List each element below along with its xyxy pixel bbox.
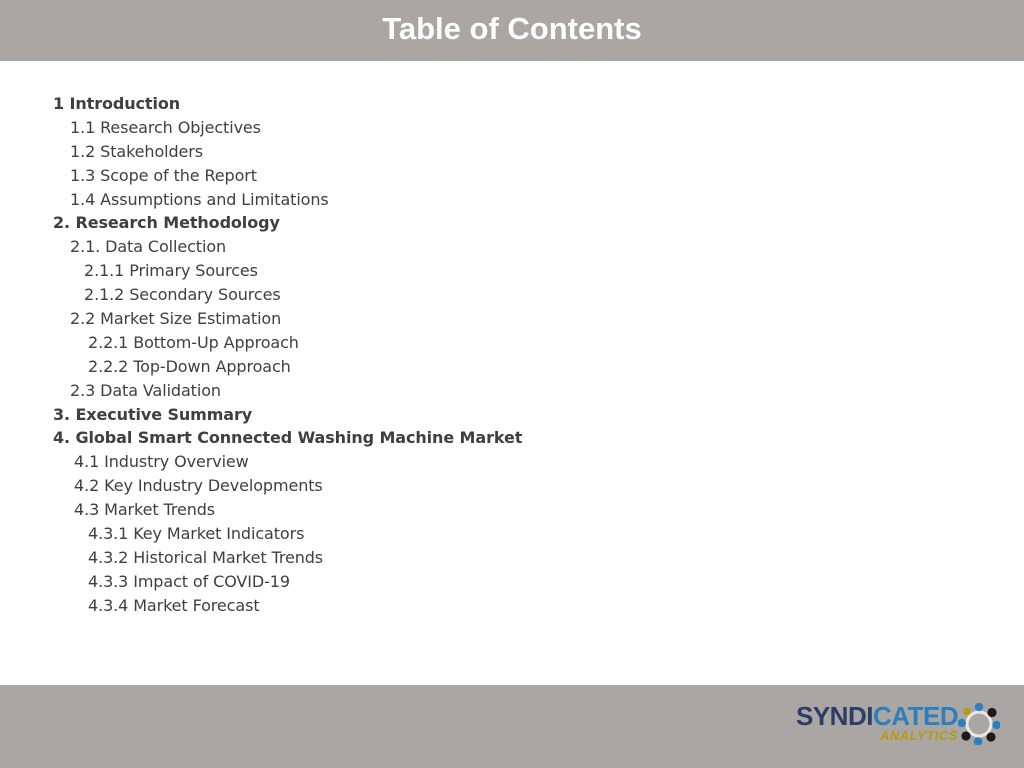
- toc-entry: 2.1. Data Collection: [70, 237, 227, 257]
- toc-entry: 2.1.1 Primary Sources: [84, 261, 258, 281]
- toc-entry: 4.3.2 Historical Market Trends: [88, 547, 324, 567]
- toc-entry: 4.3.1 Key Market Indicators: [88, 524, 305, 544]
- syndicated-analytics-logo: [794, 697, 1004, 753]
- toc-section-heading: 2. Research Methodology: [53, 213, 280, 233]
- toc-entry: 2.2.1 Bottom-Up Approach: [88, 332, 299, 352]
- toc-entry: 1.1 Research Objectives: [70, 117, 261, 137]
- toc-section-heading: 4. Global Smart Connected Washing Machine Market: [53, 428, 523, 448]
- toc-entry: 1.4 Assumptions and Limitations: [70, 189, 329, 209]
- ring-of-dots-icon: [958, 703, 1000, 745]
- toc-entry: 2.1.2 Secondary Sources: [84, 285, 281, 305]
- toc-entry: 2.2 Market Size Estimation: [70, 309, 282, 329]
- logo-wordmark: [796, 701, 958, 731]
- logo-wordmark-part1: SYNDI: [796, 701, 873, 731]
- toc-entry: 4.3.3 Impact of COVID-19: [88, 571, 290, 591]
- toc-section-heading: 1 Introduction: [53, 94, 181, 113]
- toc-entry: 1.2 Stakeholders: [70, 141, 203, 161]
- toc-entry: 4.2 Key Industry Developments: [74, 476, 323, 496]
- toc-section-heading: 3. Executive Summary: [53, 404, 253, 424]
- toc-entry: 2.3 Data Validation: [70, 380, 221, 400]
- toc-entry: 1.3 Scope of the Report: [70, 165, 257, 185]
- page-title: Table of Contents: [382, 11, 642, 46]
- toc-entry: 2.2.2 Top-Down Approach: [88, 356, 291, 376]
- logo-subword: ANALYTICS: [880, 728, 958, 743]
- header-bar: [0, 0, 1024, 61]
- toc-entry: 4.3 Market Trends: [74, 500, 216, 520]
- table-of-contents: [53, 92, 522, 618]
- logo-wordmark-part2: CATED: [872, 701, 959, 731]
- toc-entry: 4.1 Industry Overview: [74, 452, 249, 472]
- toc-entry: 4.3.4 Market Forecast: [88, 595, 260, 615]
